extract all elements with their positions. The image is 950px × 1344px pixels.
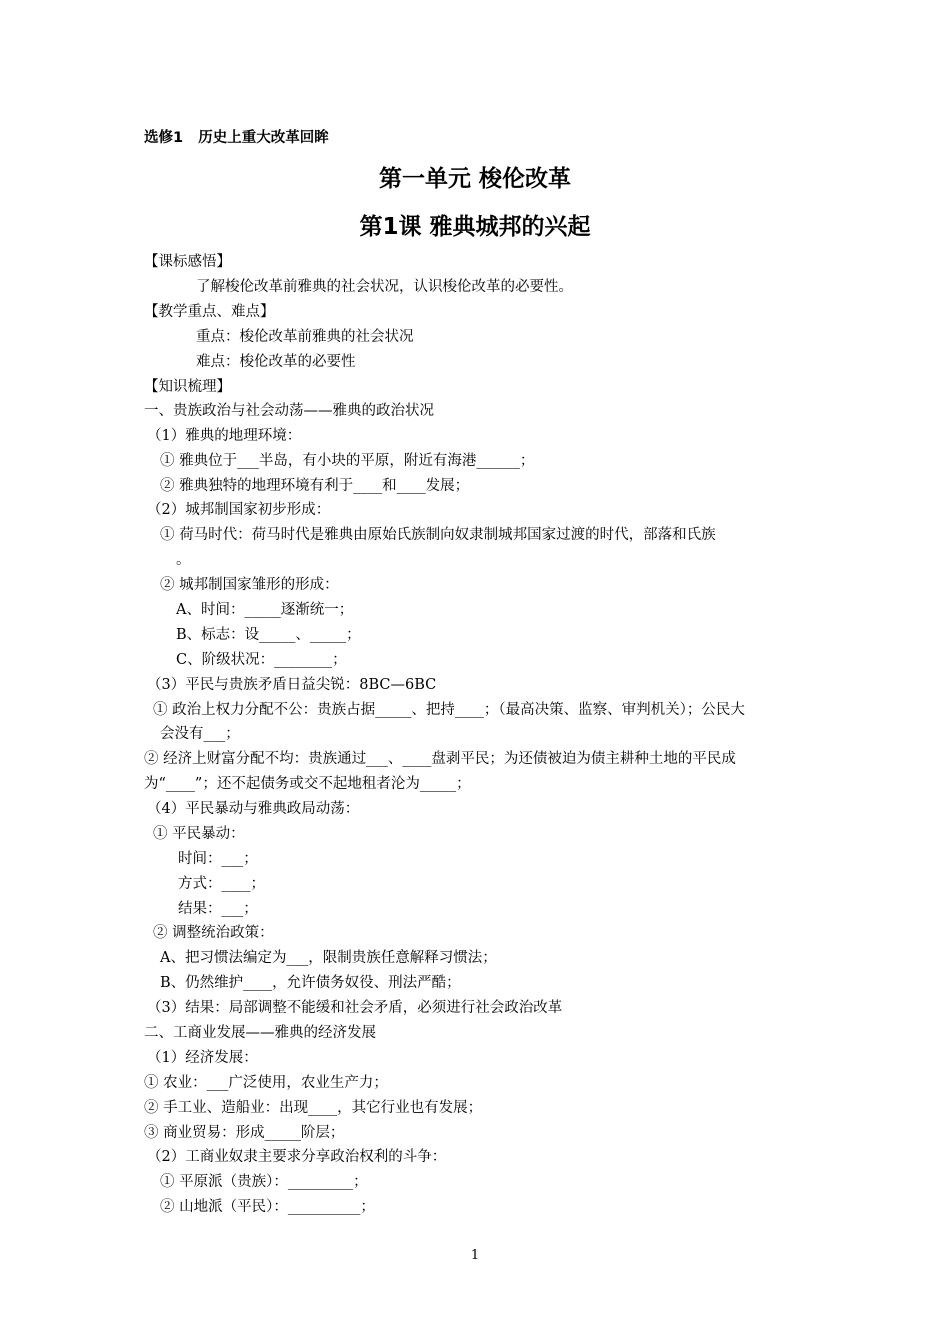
course-kicker: 选修1 历史上重大改革回眸	[144, 130, 329, 146]
text-line: 。	[176, 552, 191, 568]
text-line: 时间：___；	[178, 851, 258, 867]
text-line: 结果：___；	[178, 901, 258, 917]
text-line: ③ 商业贸易：形成_____阶层；	[144, 1125, 345, 1141]
text-line: 二、工商业发展——雅典的经济发展	[144, 1025, 376, 1041]
text-line: A、把习惯法编定为___，限制贵族任意解释习惯法；	[160, 950, 497, 966]
page-number: 1	[470, 1248, 480, 1263]
section-heading: 【知识梳理】	[144, 379, 231, 395]
section-heading: 【课标感悟】	[144, 254, 231, 270]
lesson-title: 第1课 雅典城邦的兴起	[359, 214, 591, 240]
text-line: ② 城邦制国家雏形的形成：	[160, 577, 339, 593]
text-line: ① 雅典位于___半岛，有小块的平原，附近有海港______；	[160, 453, 535, 469]
text-line: 方式：____；	[178, 876, 265, 892]
text-line: ① 农业：___广泛使用，农业生产力；	[144, 1075, 388, 1091]
text-line: ② 经济上财富分配不均：贵族通过___、____盘剥平民；为还债被迫为债主耕种土地的平民成	[144, 751, 736, 767]
text-line: （2）工商业奴隶主要求分享政治权利的斗争：	[147, 1149, 447, 1165]
text-line: 了解梭伦改革前雅典的社会状况，认识梭伦改革的必要性。	[196, 279, 573, 295]
text-line: （3）平民与贵族矛盾日益尖锐：8BC—6BC	[147, 677, 437, 693]
text-line: （3）结果：局部调整不能缓和社会矛盾，必须进行社会政治改革	[147, 1000, 563, 1016]
text-line: （2）城邦制国家初步形成：	[147, 502, 331, 518]
text-line: ① 平原派（贵族）：_________；	[160, 1174, 368, 1190]
text-line: ① 政治上权力分配不公：贵族占据_____、把持____；（最高决策、监察、审判机关）；公民大	[153, 702, 745, 718]
text-line: 难点：梭伦改革的必要性	[196, 354, 356, 370]
section-heading: 【教学重点、难点】	[144, 304, 275, 320]
text-line: ② 山地派（平民）：__________；	[160, 1199, 375, 1215]
text-line: （1）经济发展：	[147, 1050, 258, 1066]
text-line: 会没有___；	[160, 726, 240, 742]
text-line: ① 荷马时代：荷马时代是雅典由原始氏族制向奴隶制城邦国家过渡的时代，部落和氏族	[160, 527, 716, 543]
text-line: （1）雅典的地理环境：	[147, 428, 302, 444]
text-line: 重点：梭伦改革前雅典的社会状况	[196, 329, 414, 345]
text-line: B、仍然维护____，允许债务奴役、刑法严酷；	[160, 975, 461, 991]
text-line: ② 手工业、造船业：出现____，其它行业也有发展；	[144, 1100, 483, 1116]
text-line: B、标志：设_____、_____；	[176, 627, 361, 643]
text-line: ① 平民暴动：	[153, 826, 245, 842]
text-line: A、时间：_____逐渐统一；	[176, 602, 354, 618]
text-line: 一、贵族政治与社会动荡——雅典的政治状况	[144, 403, 434, 419]
text-line: （4）平民暴动与雅典政局动荡：	[147, 801, 360, 817]
text-line: C、阶级状况：________；	[176, 652, 347, 668]
text-line: 为“____”；还不起债务或交不起地租者沦为_____；	[144, 776, 471, 792]
unit-title: 第一单元 梭伦改革	[378, 166, 571, 192]
text-line: ② 雅典独特的地理环境有利于____和____发展；	[160, 478, 470, 494]
text-line: ② 调整统治政策：	[153, 925, 274, 941]
